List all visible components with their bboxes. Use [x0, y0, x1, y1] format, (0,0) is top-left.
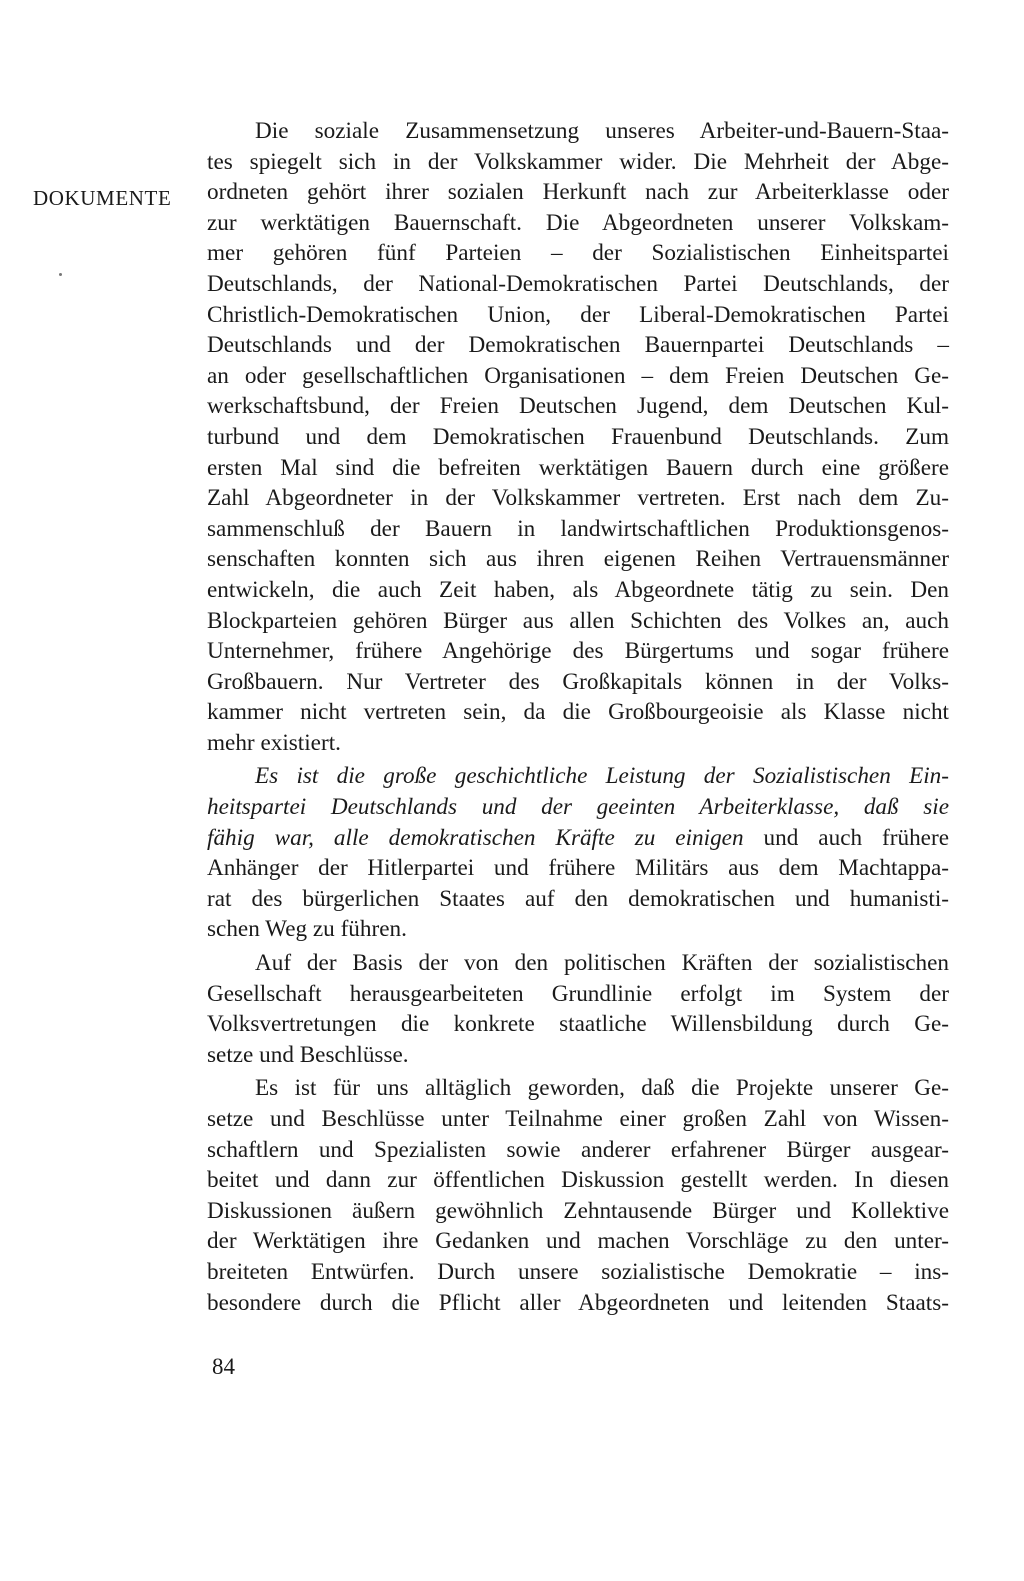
text-line: Es ist die große geschichtliche Leistung der Sozialistischen Ein- [255, 763, 949, 790]
scan-speck [59, 273, 62, 276]
italic-segment: fähig war, alle demokratischen Kräfte zu einigen [207, 824, 744, 851]
text-line: beitet und dann zur öffentlichen Diskussion gestellt werden. In diesen [207, 1167, 949, 1194]
text-line: Anhänger der Hitlerpartei und frühere Militärs aus dem Machtappa- [207, 855, 949, 882]
text-line: werkschaftsbund, der Freien Deutschen Jugend, dem Deutschen Kul- [207, 393, 949, 420]
text-line: ersten Mal sind die befreiten werktätigen Bauern durch eine größere [207, 454, 949, 481]
text-line: besondere durch die Pflicht aller Abgeordneten und leitenden Staats- [207, 1289, 949, 1316]
text-line: der Werktätigen ihre Gedanken und machen Vorschläge zu den unter- [207, 1228, 949, 1255]
text-line: zur werktätigen Bauernschaft. Die Abgeordneten unserer Volkskam- [207, 209, 949, 236]
text-line: schen Weg zu führen. [207, 916, 407, 943]
text-line: schaftlern und Spezialisten sowie anderer erfahrener Bürger ausgear- [207, 1136, 949, 1163]
text-line: Diskussionen äußern gewöhnlich Zehntausende Bürger und Kollektive [207, 1197, 949, 1224]
text-line: Gesellschaft herausgearbeiteten Grundlinie erfolgt im System der [207, 980, 949, 1007]
text-line: senschaften konnten sich aus ihren eigenen Reihen Vertrauensmänner [207, 546, 949, 573]
text-line: rat des bürgerlichen Staates auf den demokratischen und humanisti- [207, 885, 949, 912]
text-line: Unternehmer, frühere Angehörige des Bürgertums und sogar frühere [207, 638, 949, 665]
text-line: Deutschlands, der National-Demokratischen Partei Deutschlands, der [207, 270, 949, 297]
text-line: Großbauern. Nur Vertreter des Großkapitals können in der Volks- [207, 668, 949, 695]
text-line: ordneten gehört ihrer sozialen Herkunft nach zur Arbeiterklasse oder [207, 179, 949, 206]
text-line: entwickeln, die auch Zeit haben, als Abgeordnete tätig zu sein. Den [207, 576, 949, 603]
text-line: mer gehören fünf Parteien – der Sozialistischen Einheitspartei [207, 240, 949, 267]
text-line: Es ist für uns alltäglich geworden, daß die Projekte unserer Ge- [255, 1075, 949, 1102]
text-line [207, 823, 949, 854]
text-line: kammer nicht vertreten sein, da die Großbourgeoisie als Klasse nicht [207, 699, 949, 726]
text-line: setze und Beschlüsse unter Teilnahme einer großen Zahl von Wissen- [207, 1106, 949, 1132]
text-line: tes spiegelt sich in der Volkskammer wider. Die Mehrheit der Abge- [207, 148, 949, 175]
body-text [207, 116, 949, 1318]
text-line: turbund und dem Demokratischen Frauenbund Deutschlands. Zum [207, 423, 949, 450]
text-line: breiteten Entwürfen. Durch unsere sozialistische Demokratie – ins- [207, 1258, 949, 1285]
text-line: Volksvertretungen die konkrete staatliche Willensbildung durch Ge- [207, 1011, 949, 1038]
text-line: mehr existiert. [207, 729, 341, 756]
text-line: heitspartei Deutschlands und der geeinten Arbeiterklasse, daß sie [207, 794, 949, 821]
text-line: Auf der Basis der von den politischen Kräften der sozialistischen [255, 950, 949, 977]
text-line: Christlich-Demokratischen Union, der Liberal-Demokratischen Partei [207, 301, 949, 328]
regular-segment: und auch frühere [743, 824, 949, 851]
margin-label: DOKUMENTE [33, 186, 172, 210]
text-line: Blockparteien gehören Bürger aus allen Schichten des Volkes an, auch [207, 607, 949, 634]
text-line: Deutschlands und der Demokratischen Bauernpartei Deutschlands – [207, 332, 949, 359]
page-number: 84 [212, 1354, 235, 1379]
text-line: setze und Beschlüsse. [207, 1041, 409, 1068]
text-line: Die soziale Zusammensetzung unseres Arbeiter-und-Bauern-Staa- [255, 118, 949, 144]
text-line: an oder gesellschaftlichen Organisationen – dem Freien Deutschen Ge- [207, 362, 949, 389]
text-line: sammenschluß der Bauern in landwirtschaftlichen Produktionsgenos- [207, 515, 949, 542]
text-line: Zahl Abgeordneter in der Volkskammer vertreten. Erst nach dem Zu- [207, 485, 949, 512]
